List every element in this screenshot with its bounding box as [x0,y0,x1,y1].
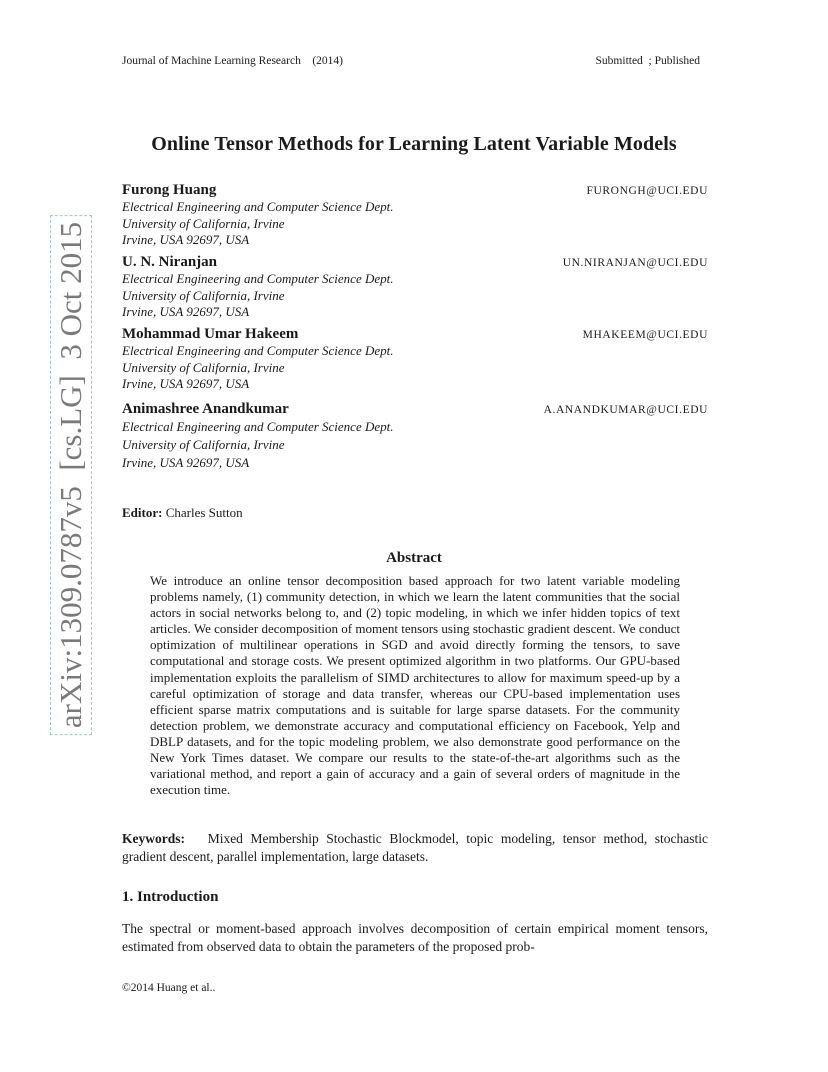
submission-status: Submitted ; Published [595,55,700,67]
editor-name: Charles Sutton [165,505,243,520]
abstract-heading: Abstract [386,550,442,566]
author-name: Furong Huang [122,182,217,198]
editor-label: Editor: [122,505,163,520]
author-block [122,401,708,472]
author-email: FURONGH@UCI.EDU [586,185,708,197]
affiliation-line: University of California, Irvine [122,359,285,375]
affiliation-line: Electrical Engineering and Computer Science Dept. [122,343,394,358]
author-email: MHAKEEM@UCI.EDU [582,329,708,341]
keywords-text: Mixed Membership Stochastic Blockmodel, topic modeling, tensor method, stochastic gradient descent, parallel implementation, large datasets. [122,831,708,864]
section-heading-introduction: 1. Introduction [122,889,219,905]
author-name: Animashree Anandkumar [122,401,289,417]
affiliation-line: Electrical Engineering and Computer Science Dept. [122,419,394,434]
affiliation-line: University of California, Irvine [122,287,285,303]
affiliation-line: Electrical Engineering and Computer Science Dept. [122,199,394,214]
introduction-text: The spectral or moment-based approach involves decomposition of certain empirical moment tensors, estimated from observed data to obtain the parameters of the proposed prob- [122,921,708,954]
editor-line [122,505,243,521]
affiliation-line: University of California, Irvine [122,215,285,231]
paper-title: Online Tensor Methods for Learning Latent Variable Models [151,133,677,155]
affiliation-line: Irvine, USA 92697, USA [122,376,250,391]
copyright-notice: ©2014 Huang et al.. [122,982,216,994]
author-block [122,182,708,249]
abstract-text: We introduce an online tensor decomposition based approach for two latent variable modeling problems namely, (1) community detection, in which we learn the latent communities that the social actors in social networks belong to, and (2) topic modeling, in which we infer hidden topics of text articles. We consider decomposition of moment tensors using stochastic gradient descent. We conduct optimization of multilinear operations in SGD and avoid directly forming the tensors, to save computational and storage costs. We present optimized algorithm in two platforms. Our GPU-based implementation exploits the parallelism of SIMD architectures to allow for maximum speed-up by a careful optimization of storage and data transfer, whereas our CPU-based implementation uses efficient sparse matrix computations and is suitable for large sparse datasets. For the community detection problem, we demonstrate accuracy and computational efficiency on Facebook, Yelp and DBLP datasets, and for the topic modeling problem, we also demonstrate good performance on the New York Times dataset. We compare our results to the state-of-the-art algorithms such as the variational method, and report a gain of accuracy and a gain of several orders of magnitude in the execution time. [150,573,680,798]
affiliation-line: Electrical Engineering and Computer Science Dept. [122,271,394,286]
affiliation-line: University of California, Irvine [122,437,285,452]
affiliation-line: Irvine, USA 92697, USA [122,232,250,247]
author-name: U. N. Niranjan [122,254,218,270]
arxiv-identifier: arXiv:1309.0787v5 [cs.LG] 3 Oct 2015 [50,215,92,735]
author-block [122,254,708,321]
author-email: UN.NIRANJAN@UCI.EDU [562,257,708,269]
journal-name: Journal of Machine Learning Research (2014) [122,55,343,67]
author-email: A.ANANDKUMAR@UCI.EDU [543,404,708,416]
affiliation-line: Irvine, USA 92697, USA [122,455,250,470]
affiliation-line: Irvine, USA 92697, USA [122,304,250,319]
keywords-paragraph [122,830,708,866]
running-header [122,55,700,67]
author-name: Mohammad Umar Hakeem [122,326,299,342]
author-block [122,326,708,393]
keywords-label: Keywords: [122,831,185,846]
